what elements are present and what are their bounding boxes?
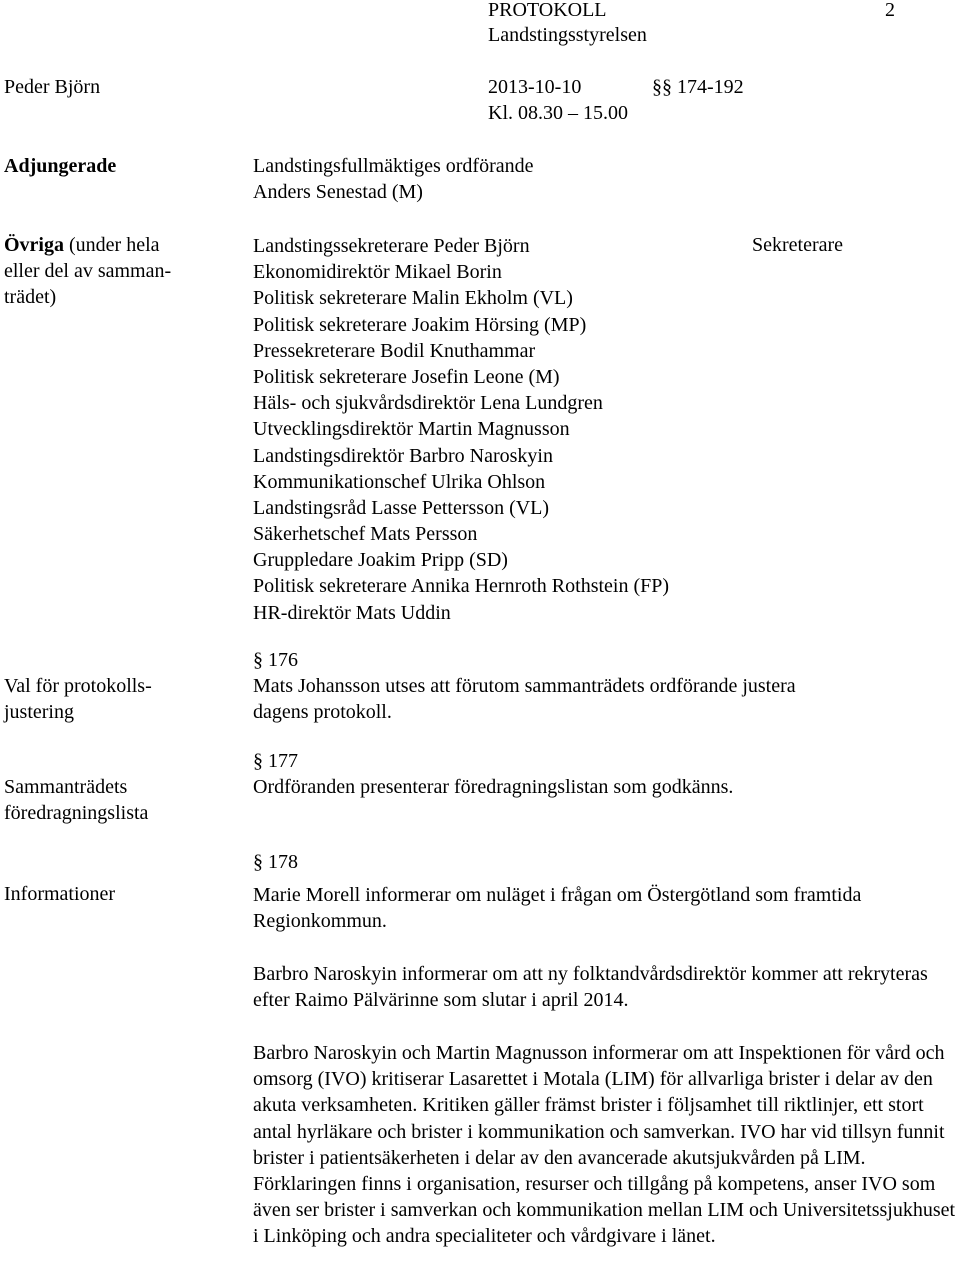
list-item: Landstingsråd Lasse Pettersson (VL) bbox=[253, 496, 550, 519]
list-item: Utvecklingsdirektör Martin Magnusson bbox=[253, 418, 570, 441]
list-item: Gruppledare Joakim Pripp (SD) bbox=[253, 549, 508, 572]
doc-type: PROTOKOLL bbox=[488, 0, 607, 21]
list-item: Politisk sekreterare Annika Hernroth Rothstein (FP) bbox=[253, 575, 670, 598]
author: Peder Björn bbox=[4, 76, 101, 98]
section-176-label: Val för protokolls- bbox=[4, 675, 152, 697]
adjungerade-label: Adjungerade bbox=[4, 155, 117, 177]
section-177-text: Ordföranden presenterar föredragningslistan som godkänns. bbox=[253, 776, 734, 798]
section-178-paragraph bbox=[253, 961, 959, 1013]
list-item: HR-direktör Mats Uddin bbox=[253, 601, 451, 624]
ovriga-label-bold: Övriga bbox=[4, 234, 64, 256]
meeting-time: Kl. 08.30 – 15.00 bbox=[488, 102, 628, 124]
section-176-label: justering bbox=[4, 701, 74, 723]
adjungerade-line: Landstingsfullmäktiges ordförande bbox=[253, 155, 534, 177]
paragraph-text: Marie Morell informerar om nuläget i frågan om Östergötland som framtida Regionkommun. bbox=[253, 884, 862, 933]
list-item: Politisk sekreterare Joakim Hörsing (MP) bbox=[253, 313, 587, 336]
list-item: Politisk sekreterare Josefin Leone (M) bbox=[253, 365, 560, 388]
section-176-text: dagens protokoll. bbox=[253, 701, 392, 723]
meeting-date: 2013-10-10 bbox=[488, 76, 582, 98]
adjungerade-line: Anders Senestad (M) bbox=[253, 181, 423, 203]
ovriga-label-line: trädet) bbox=[4, 286, 57, 308]
ovriga-label-rest: (under hela bbox=[64, 234, 160, 256]
list-item: Säkerhetschef Mats Persson bbox=[253, 523, 478, 546]
section-178-paragraph bbox=[253, 1040, 959, 1250]
ovriga-list bbox=[253, 233, 669, 626]
ovriga-label-line: eller del av samman- bbox=[4, 260, 172, 282]
list-item: Häls- och sjukvårdsdirektör Lena Lundgren bbox=[253, 392, 603, 415]
sekreterare-note: Sekreterare bbox=[752, 234, 844, 256]
list-item: Ekonomidirektör Mikael Borin bbox=[253, 261, 502, 284]
list-item: Pressekreterare Bodil Knuthammar bbox=[253, 339, 536, 362]
section-177-label: Sammanträdets bbox=[4, 776, 128, 798]
section-176-number: § 176 bbox=[253, 649, 298, 671]
page-number: 2 bbox=[885, 0, 895, 21]
section-178-paragraph bbox=[253, 882, 959, 934]
list-item: Kommunikationschef Ulrika Ohlson bbox=[253, 470, 546, 493]
section-176-text: Mats Johansson utses att förutom sammanträdets ordförande justera bbox=[253, 675, 796, 697]
section-177-number: § 177 bbox=[253, 750, 298, 772]
paragraph-text: Barbro Naroskyin och Martin Magnusson informerar om att Inspektionen för vård och omsorg (IVO) kritiserar Lasarettet i Motala (LIM) för allvarliga brister i delar av den akuta verksamheten. Kritiken gäller främst brister i följsamhet till riktlinjer, ett stort antal hyrläkare och brister i kommunikation och samverkan. IVO har vid tillsyn funnit brister i patientsäkerheten i delar av den avancerade akutsjukvården på LIM. Förklaringen finns i organisation, resurser och tillgång på kompetens, anser IVO som även ser brister i samverkan och kommunikation mellan LIM och Universitetssjukhuset i Linköping och andra specialiteter och vårdgivare i länet. bbox=[253, 1042, 956, 1248]
list-item: Landstingssekreterare Peder Björn bbox=[253, 235, 530, 257]
paragraph-text: Barbro Naroskyin informerar om att ny folktandvårdsdirektör kommer att rekryteras efter Raimo Pälvärinne som slutar i april 2014. bbox=[253, 963, 928, 1012]
section-178-number: § 178 bbox=[253, 851, 298, 873]
list-item: Politisk sekreterare Malin Ekholm (VL) bbox=[253, 287, 573, 310]
ovriga-label bbox=[4, 233, 160, 257]
organization: Landstingsstyrelsen bbox=[488, 24, 647, 46]
section-178-label: Informationer bbox=[4, 883, 116, 905]
paragraph-range: §§ 174-192 bbox=[652, 76, 744, 98]
section-177-label: föredragningslista bbox=[4, 802, 149, 824]
list-item: Landstingsdirektör Barbro Naroskyin bbox=[253, 444, 553, 467]
